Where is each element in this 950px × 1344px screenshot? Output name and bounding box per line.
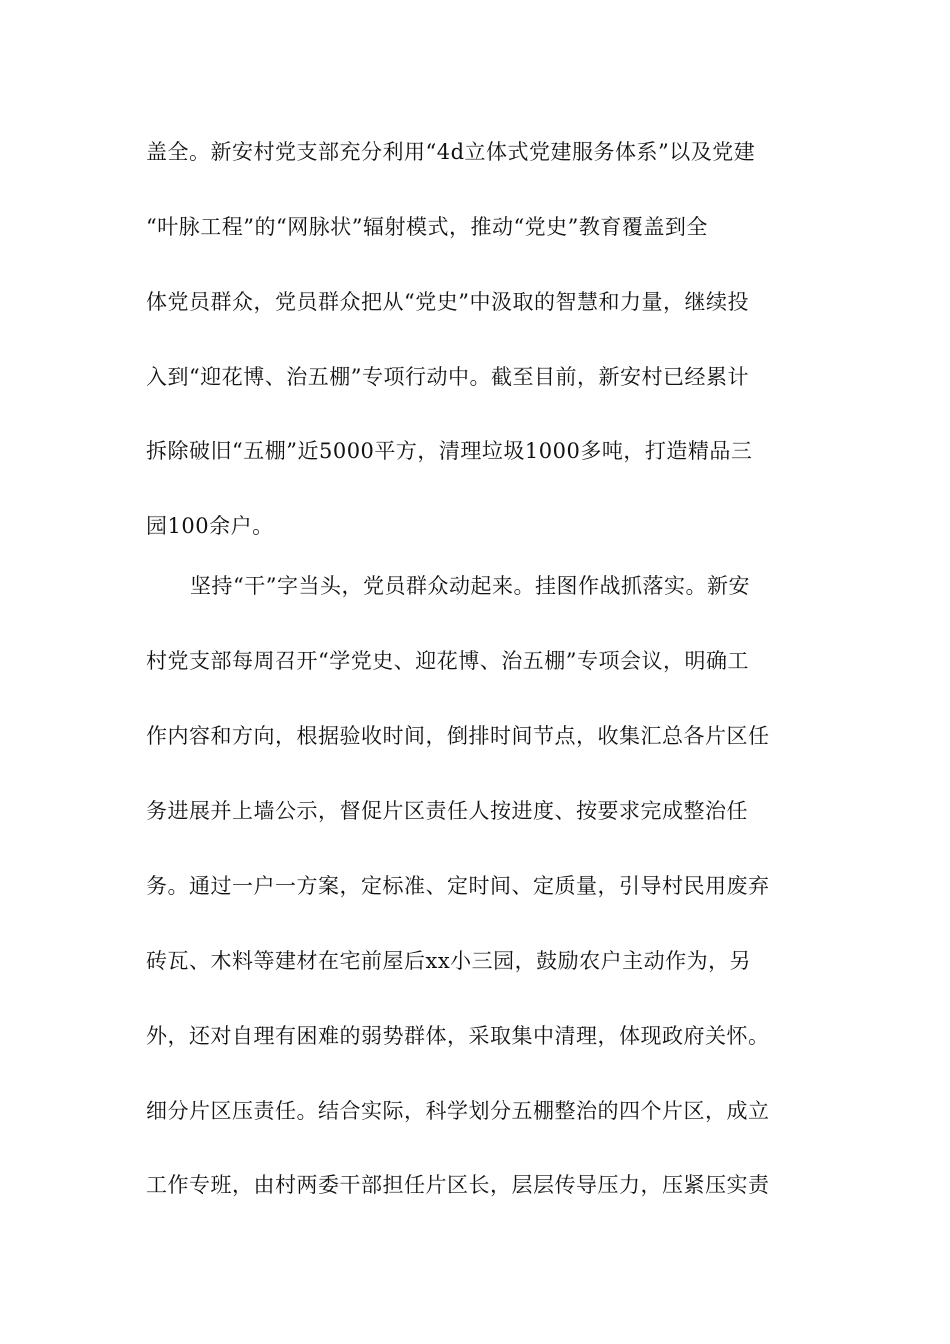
paragraph-line: 坚持“干”字当头，党员群众动起来。挂图作战抓落实。新安 — [190, 574, 750, 598]
paragraph-line: 体党员群众，党员群众把从“党史”中汲取的智慧和力量，继续投 — [146, 290, 749, 314]
paragraph-line: 作内容和方向，根据验收时间，倒排时间节点，收集汇总各片区任 — [146, 724, 770, 748]
paragraph-line: 细分片区压责任。结合实际，科学划分五棚整治的四个片区，成立 — [146, 1099, 770, 1123]
paragraph-line: 工作专班，由村两委干部担任片区长，层层传导压力，压紧压实责 — [146, 1173, 770, 1197]
paragraph-line: 村党支部每周召开“学党史、迎花博、治五棚”专项会议，明确工 — [146, 649, 749, 673]
paragraph-line: 外，还对自理有困难的弱势群体，采取集中清理，体现政府关怀。 — [146, 1024, 770, 1048]
paragraph-line: “叶脉工程”的“网脉状”辐射模式，推动“党史”教育覆盖到全 — [146, 215, 708, 239]
paragraph-line: 拆除破旧“五棚”近5000平方，清理垃圾1000多吨，打造精品三 — [146, 439, 753, 463]
paragraph-line: 砖瓦、木料等建材在宅前屋后xx小三园，鼓励农户主动作为，另 — [146, 949, 752, 973]
paragraph-line: 盖全。新安村党支部充分利用“4d立体式党建服务体系”以及党建 — [146, 140, 756, 164]
paragraph-line: 园100余户。 — [146, 514, 274, 538]
paragraph-line: 入到“迎花博、治五棚”专项行动中。截至目前，新安村已经累计 — [146, 365, 749, 389]
paragraph-line: 务。通过一户一方案，定标准、定时间、定质量，引导村民用废弃 — [146, 874, 770, 898]
paragraph-line: 务进展并上墙公示，督促片区责任人按进度、按要求完成整治任 — [146, 799, 748, 823]
